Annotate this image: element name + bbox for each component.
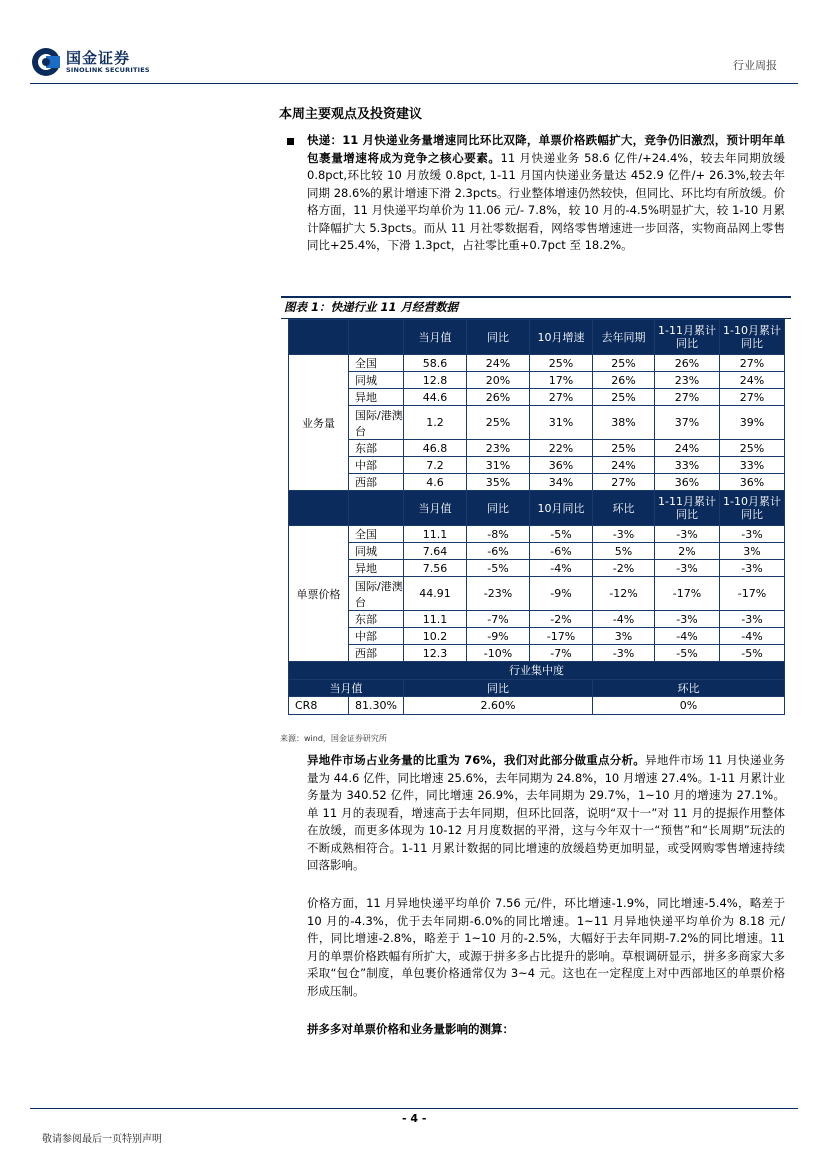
table-cell: 2.60% (404, 697, 593, 715)
remote-parcel-paragraph (307, 752, 785, 875)
table-header-cell: 同比 (467, 491, 530, 526)
table-cell: -23% (467, 577, 530, 611)
express-monthly-data-table (288, 319, 785, 715)
table-cell: -6% (467, 543, 530, 560)
table-row (289, 628, 785, 645)
table-cell: 25% (530, 355, 593, 372)
express-summary-paragraph (307, 132, 785, 255)
table-cell: 3% (720, 543, 785, 560)
table-cell: 12.8 (404, 372, 467, 389)
table-row (289, 560, 785, 577)
price-paragraph: 价格方面，11 月异地快递平均单价 7.56 元/件，环比增速-1.9%，同比增速-5.4%，略差于 10 月的-4.3%，优于去年同期-6.0%的同比增速。1~11 月异地快递平均单价为 8.18 元/件，同比增速-2.8%，略差于 1~10 月的-2.5%，大幅好于去年同期-7.2%的同比增速。11 月的单票价格跌幅有所扩大，或源于拼多多占比提升的影响。草根调研显示，拼多多商家大多采取“包仓”制度，单包裹价格通常仅为 3~4 元。这也在一定程度上对中西部地区的单票价格形成压制。 (307, 896, 785, 998)
table-cell: 36% (655, 474, 720, 491)
table-cell: 38% (593, 406, 655, 440)
row-label: 同城 (349, 543, 404, 560)
remote-parcel-body: 异地件市场 11 月快递业务量为 44.6 亿件，同比增速 25.6%，去年同期为 24.8%，10 月增速 27.4%。1-11 月累计业务量为 340.52 亿件，同比增速 26.9%，去年同期为 29.7%，1~10 月的增速为 27.1%。单 11 月的表现看，增速高于去年同期，但环比回落，说明“双十一”对 11 月的提振作用整体在放缓，而更多体现为 10-12 月月度数据的平滑，这与今年双十一“预售”和“长周期”玩法的不断成熟相符合。1-11 月累计数据的同比增速的放缓趋势更加明显，或受网购零售增速持续回落影响。 (307, 753, 785, 872)
footer-disclaimer: 敬请参阅最后一页特别声明 (42, 1134, 162, 1145)
table-cell: 46.8 (404, 440, 467, 457)
express-summary-body: 11 月快递业务 58.6 亿件/+24.4%，较去年同期放缓 0.8pct,环比较 10 月放缓 0.8pct, 1-11 月国内快递业务量达 452.9 亿件/+ 26.3%,较去年同期 28.6%的累计增速下滑 2.3pcts。行业整体增速仍然较快，但同比、环比均有所放缓。价格方面，11 月快递平均单价为 11.06 元/- 7.8%，较 10 月的-4.5%明显扩大，较 1-10 月累计降幅扩大 5.3pcts。而从 11 月社零数据看，网络零售增速进一步回落，实物商品网上零售同比+25.4%，下滑 1.3pct，占社零比重+0.7pct 至 18.2%。 (307, 150, 785, 252)
table-row (289, 611, 785, 628)
table-cell: 20% (467, 372, 530, 389)
table-header-cell: 同比 (467, 320, 530, 355)
table-cell: -3% (720, 611, 785, 628)
row-label: 同城 (349, 372, 404, 389)
table-cell: -5% (530, 526, 593, 543)
table-header-cell: 当月值 (404, 491, 467, 526)
table-row (289, 440, 785, 457)
table-row (289, 457, 785, 474)
brand-name-en: SINOLINK SECURITIES (66, 66, 150, 74)
table-cell: 7.2 (404, 457, 467, 474)
row-label: 异地 (349, 560, 404, 577)
table-header-cell: 1-11月累计同比 (655, 320, 720, 355)
volume-rows (289, 355, 785, 491)
row-label: 全国 (349, 355, 404, 372)
table-cell: 7.64 (404, 543, 467, 560)
page-number: - 4 - (402, 1112, 427, 1125)
table-cell: 25% (467, 406, 530, 440)
table-cell: -12% (593, 577, 655, 611)
table-cell: -4% (530, 560, 593, 577)
table-cell: -3% (720, 526, 785, 543)
table-cell: 27% (655, 389, 720, 406)
table-cell: 36% (720, 474, 785, 491)
table-cell: 37% (655, 406, 720, 440)
table-cell: 44.6 (404, 389, 467, 406)
table-cell: -5% (720, 645, 785, 662)
concentration-title: 行业集中度 (289, 662, 785, 680)
table-cell: -3% (655, 560, 720, 577)
table-cell: 31% (467, 457, 530, 474)
remote-parcel-lead: 异地件市场占业务量的比重为 76%，我们对此部分做重点分析。 (307, 753, 646, 767)
table-cell: -3% (655, 526, 720, 543)
table-cell: -4% (593, 611, 655, 628)
table-cell: 22% (530, 440, 593, 457)
table-header-cell: 1-10月累计同比 (720, 491, 785, 526)
table-cell: 7.56 (404, 560, 467, 577)
table-header-cell: 当月值 (289, 680, 404, 697)
table-cell: -2% (593, 560, 655, 577)
report-type: 行业周报 (733, 59, 777, 72)
table-cell: 10.2 (404, 628, 467, 645)
table-cell: -5% (655, 645, 720, 662)
table-cell: 33% (655, 457, 720, 474)
table-cell: -17% (655, 577, 720, 611)
table-cell: 0% (593, 697, 785, 715)
row-group-label: 业务量 (289, 355, 349, 491)
table-cell: -4% (720, 628, 785, 645)
row-label: 国际/港澳台 (349, 577, 404, 611)
table-header-cell: 10月增速 (530, 320, 593, 355)
table-row (289, 372, 785, 389)
table-cell: 11.1 (404, 526, 467, 543)
express-summary-lead: 快递：11 月快递业务量增速同比环比双降，单票价格跌幅扩大，竞争仍旧激烈，预计明年单包裹量增速将成为竞争之核心要素。 (307, 133, 785, 165)
table-cell: -2% (530, 611, 593, 628)
row-label: 异地 (349, 389, 404, 406)
row-label: 国际/港澳台 (349, 406, 404, 440)
table-cell: -5% (467, 560, 530, 577)
table-cell: 24% (720, 372, 785, 389)
table-cell: 25% (593, 355, 655, 372)
table-cell: 5% (593, 543, 655, 560)
figure-top-rule (281, 296, 791, 298)
row-label: 东部 (349, 440, 404, 457)
table-cell: 27% (720, 355, 785, 372)
concentration-title-row (289, 662, 785, 680)
price-header-row (289, 491, 785, 526)
row-group-label: 单票价格 (289, 526, 349, 662)
table-cell: 11.1 (404, 611, 467, 628)
table-cell: 25% (593, 440, 655, 457)
table-cell: 24% (655, 440, 720, 457)
row-label: 西部 (349, 645, 404, 662)
table-cell: 2% (655, 543, 720, 560)
table-cell: 4.6 (404, 474, 467, 491)
table-row (289, 474, 785, 491)
table-header-cell: 10月同比 (530, 491, 593, 526)
pinduoduo-heading: 拼多多对单票价格和业务量影响的测算： (307, 1022, 514, 1036)
table-row (289, 526, 785, 543)
table-cell: -17% (530, 628, 593, 645)
table-header-cell: 去年同期 (593, 320, 655, 355)
header-divider (30, 83, 798, 84)
table-cell: 23% (467, 440, 530, 457)
table-cell: -9% (467, 628, 530, 645)
table-header-cell: 1-11月累计同比 (655, 491, 720, 526)
table-cell: 24% (467, 355, 530, 372)
table-header-cell: 环比 (593, 680, 785, 697)
row-label: 中部 (349, 628, 404, 645)
table-cell: 31% (530, 406, 593, 440)
table-cell: 35% (467, 474, 530, 491)
table-cell: 17% (530, 372, 593, 389)
table-cell: 44.91 (404, 577, 467, 611)
table-cell: -10% (467, 645, 530, 662)
table-cell: -3% (593, 526, 655, 543)
table-cell: -4% (655, 628, 720, 645)
table-cell: 26% (655, 355, 720, 372)
table-row (289, 645, 785, 662)
table-cell: -3% (593, 645, 655, 662)
row-label: 东部 (349, 611, 404, 628)
table-header-cell: 当月值 (404, 320, 467, 355)
bullet-square-icon (287, 138, 294, 145)
brand-name-cn: 国金证券 (66, 49, 131, 67)
table-row (289, 389, 785, 406)
table-cell: 27% (593, 474, 655, 491)
price-rows (289, 526, 785, 662)
row-label: CR8 (289, 697, 349, 715)
table-cell: 1.2 (404, 406, 467, 440)
table-cell: 27% (720, 389, 785, 406)
table-row (289, 355, 785, 372)
table-cell: 25% (720, 440, 785, 457)
table-cell: 26% (593, 372, 655, 389)
table-cell: 26% (467, 389, 530, 406)
sinolink-logo-icon (31, 47, 61, 77)
table-cell: -7% (530, 645, 593, 662)
table-cell: 27% (530, 389, 593, 406)
table-cell: 81.30% (349, 697, 404, 715)
section-title: 本周主要观点及投资建议 (279, 107, 423, 122)
table-cell: -7% (467, 611, 530, 628)
table-cell: -6% (530, 543, 593, 560)
table-cell: 23% (655, 372, 720, 389)
table-cell: -3% (720, 560, 785, 577)
table-cell: -3% (655, 611, 720, 628)
concentration-header-row (289, 680, 785, 697)
table-cell: 39% (720, 406, 785, 440)
table-cell: -9% (530, 577, 593, 611)
table-cell: 25% (593, 389, 655, 406)
row-label: 中部 (349, 457, 404, 474)
table-row (289, 543, 785, 560)
table-cell: 3% (593, 628, 655, 645)
table-header-cell: 1-10月累计同比 (720, 320, 785, 355)
table-cell: -17% (720, 577, 785, 611)
table-header-cell: 同比 (404, 680, 593, 697)
table-cell: -8% (467, 526, 530, 543)
table-cell: 58.6 (404, 355, 467, 372)
row-label: 西部 (349, 474, 404, 491)
footer-divider (30, 1108, 798, 1109)
figure-title: 图表 1：快递行业 11 月经营数据 (284, 300, 459, 314)
volume-header-row (289, 320, 785, 355)
table-cell: 33% (720, 457, 785, 474)
table-row (289, 577, 785, 611)
table-header-cell: 环比 (593, 491, 655, 526)
table-cell: 24% (593, 457, 655, 474)
table-cell: 12.3 (404, 645, 467, 662)
table-cell: 36% (530, 457, 593, 474)
row-label: 全国 (349, 526, 404, 543)
figure-source: 来源：wind，国金证券研究所 (280, 734, 387, 743)
table-row (289, 406, 785, 440)
concentration-row (289, 697, 785, 715)
table-cell: 34% (530, 474, 593, 491)
